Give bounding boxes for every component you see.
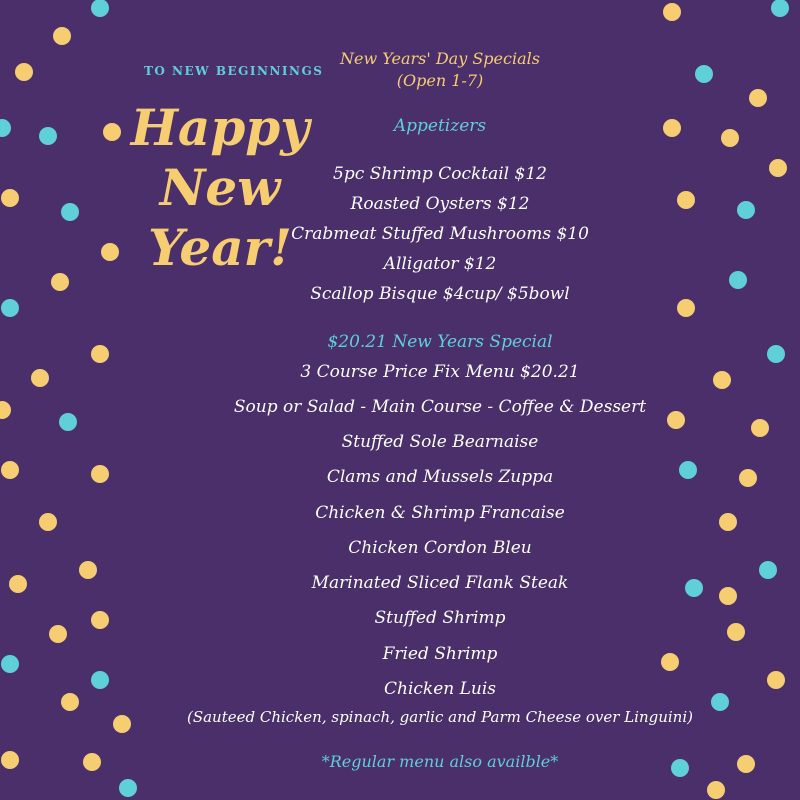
special-item: Chicken & Shrimp Francaise [315,503,565,523]
appetizer-item: Scallop Bisque $4cup/ $5bowl [310,284,570,304]
appetizer-item: Crabmeat Stuffed Mushrooms $10 [291,224,589,244]
appetizer-item: 5pc Shrimp Cocktail $12 [333,164,547,184]
special-item: Stuffed Sole Bearnaise [341,432,539,452]
appetizer-item: Alligator $12 [383,254,497,274]
special-heading: $20.21 New Years Special [327,332,553,352]
special-item: Stuffed Shrimp [374,608,506,628]
special-courses: Soup or Salad - Main Course - Coffee & Dessert [233,397,647,417]
special-item: Chicken Luis [383,679,497,699]
special-item: Fried Shrimp [382,644,498,664]
special-item: Chicken Cordon Bleu [348,538,532,558]
menu-hours: (Open 1-7) [396,71,484,90]
appetizers-heading: Appetizers [393,116,487,136]
tagline: TO NEW BEGINNINGS [144,64,324,78]
greeting-line-year: Year! [148,218,292,277]
special-item: Clams and Mussels Zuppa [326,467,554,487]
menu-title: New Years' Day Specials [340,49,540,68]
special-item-note: (Sauteed Chicken, spinach, garlic and Parm Cheese over Linguini) [186,708,693,726]
special-subheading: 3 Course Price Fix Menu $20.21 [300,362,580,382]
appetizer-item: Roasted Oysters $12 [350,194,530,214]
greeting-line-happy: Happy [130,98,310,157]
special-item: Marinated Sliced Flank Steak [311,573,569,593]
footer-note: *Regular menu also availble* [321,752,559,771]
greeting-line-new: New [159,158,281,217]
